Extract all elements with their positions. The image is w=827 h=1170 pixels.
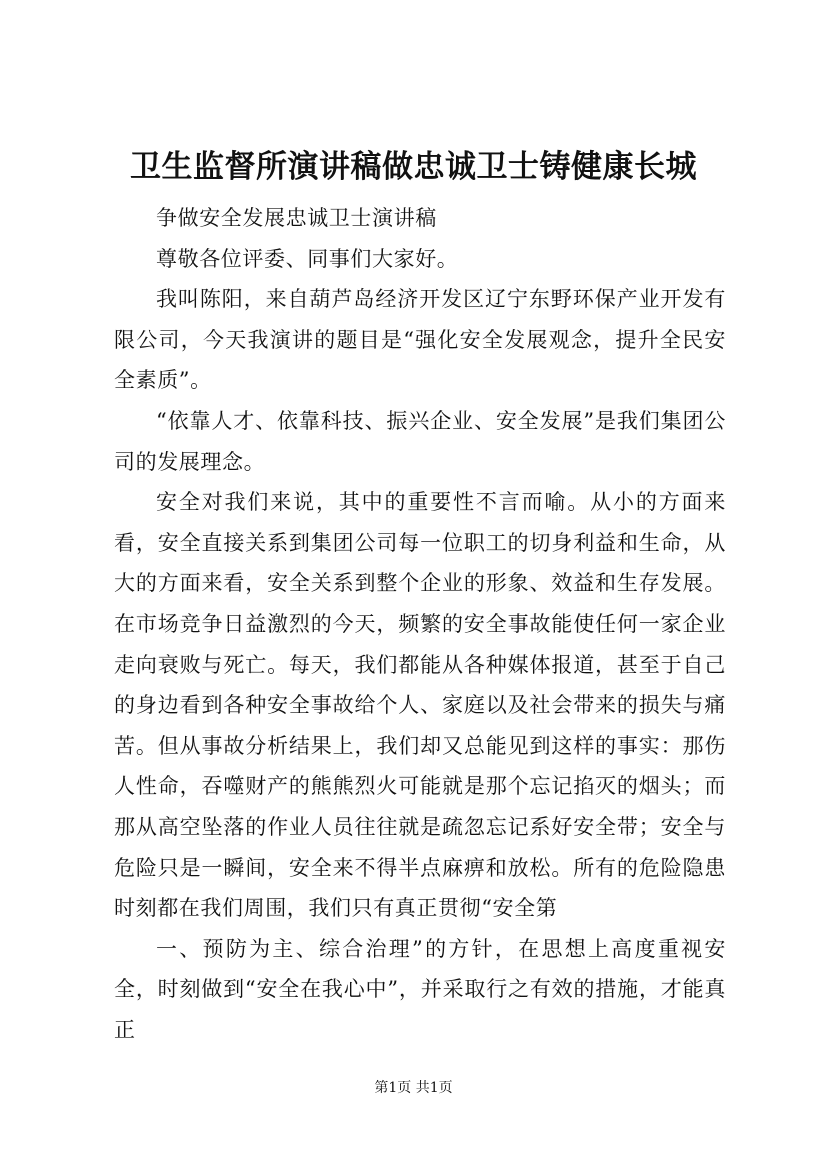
document-body bbox=[114, 198, 726, 1050]
paragraph-subtitle: 争做安全发展忠诚卫士演讲稿 bbox=[156, 206, 437, 230]
paragraph-safety-importance: 安全对我们来说，其中的重要性不言而喻。从小的方面来看，安全直接关系到集团公司每一位职工的切身利益和生命，从大的方面来看，安全关系到整个企业的形象、效益和生存发展。在市场竞争日益激烈的今天，频繁的安全事故能使任何一家企业走向衰败与死亡。每天，我们都能从各种媒体报道，甚至于自己的身边看到各种安全事故给个人、家庭以及社会带来的损失与痛苦。但从事故分析结果上，我们却又总能见到这样的事实：那伤人性命，吞噬财产的熊熊烈火可能就是那个忘记掐灭的烟头；而那从高空坠落的作业人员往往就是疏忽忘记系好安全带；安全与危险只是一瞬间，安全来不得半点麻痹和放松。所有的危险隐患时刻都在我们周围，我们只有真正贯彻“安全第 bbox=[114, 490, 726, 921]
paragraph-intro: 我叫陈阳，来自葫芦岛经济开发区辽宁东野环保产业开发有限公司，今天我演讲的题目是“强化安全发展观念，提升全民安全素质”。 bbox=[114, 287, 726, 393]
paragraph-greeting: 尊敬各位评委、同事们大家好。 bbox=[156, 246, 459, 271]
paragraph-prevention: 一、预防为主、综合治理”的方针，在思想上高度重视安全，时刻做到“安全在我心中”，并采取行之有效的措施，才能真正 bbox=[114, 936, 726, 1042]
document-title: 卫生监督所演讲稿做忠诚卫士铸健康长城 bbox=[130, 149, 697, 185]
paragraph-philosophy: “依靠人才、依靠科技、振兴企业、安全发展”是我们集团公司的发展理念。 bbox=[114, 408, 726, 474]
page-footer: 第1页 共1页 bbox=[374, 1080, 453, 1096]
